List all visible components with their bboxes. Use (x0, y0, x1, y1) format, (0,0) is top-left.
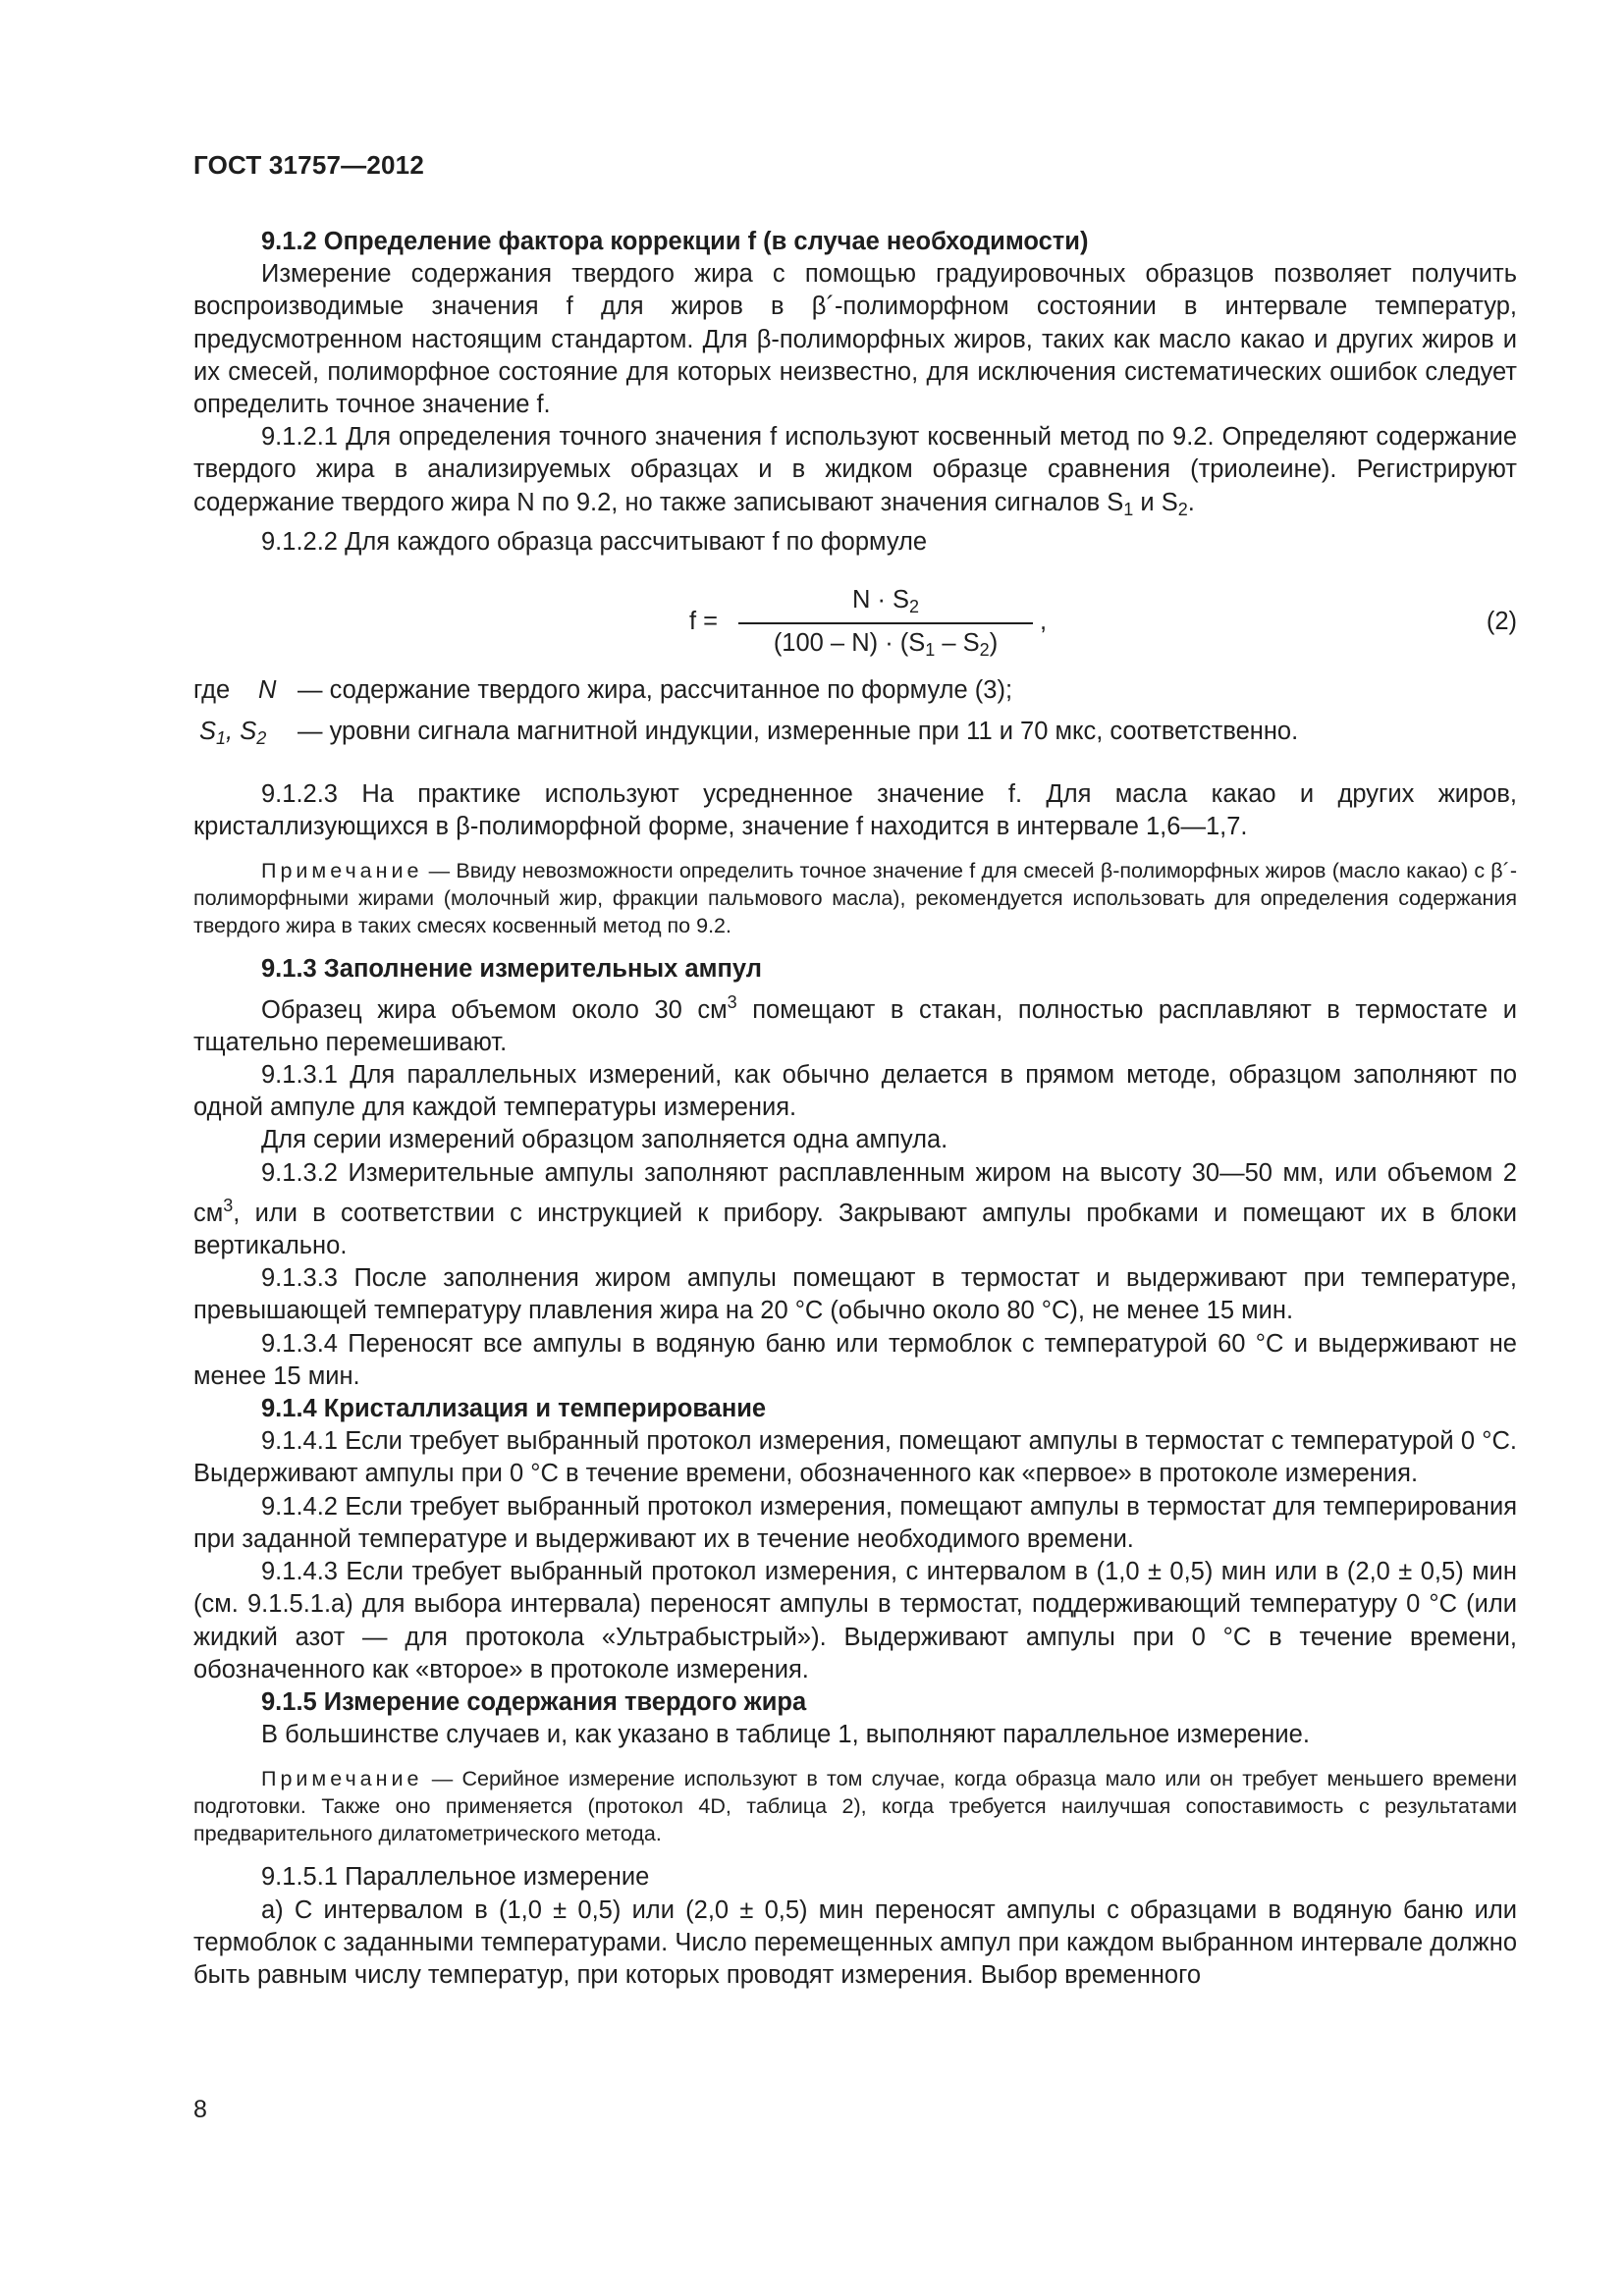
formula-number: (2) (1486, 608, 1517, 636)
fraction-bar (738, 622, 1033, 624)
text: 9.1.2.1 Для определения точного значения f используют косвенный метод по 9.2. Определяют содержание твердого жира в анализируемых образцах и в жидком образце сравнения (триолеине). Регистрируют содержание твердого жира N по 9.2, но также записывают значения сигналов S (193, 423, 1517, 516)
subscript: 2 (1177, 499, 1188, 519)
paragraph-9-1-3-2 (193, 1157, 1517, 1263)
spacer (193, 759, 1517, 778)
paragraph-9-1-4-3: 9.1.4.3 Если требует выбранный протокол измерения, с интервалом в (1,0 ± 0,5) мин или в (2,0 ± 0,5) мин (см. 9.1.5.1.а) для выбора интервала) переносят ампулы в термостат, поддерживающий температуру 0 °С (или жидкий азот — для протокола «Ультрабыстрый»). Выдерживают ампулы при 0 °С в течение времени, обозначенного как «второе» в протоколе измерения. (193, 1558, 1517, 1683)
legend-var (193, 716, 298, 755)
formula-comma: , (1040, 608, 1048, 636)
document-header: ГОСТ 31757—2012 (193, 150, 424, 180)
legend-var: N (258, 676, 277, 705)
paragraph: В большинстве случаев и, как указано в таблице 1, выполняют параллельное измерение. (261, 1721, 1310, 1749)
legend-text: — содержание твердого жира, рассчитанное по формуле (3); (298, 676, 1013, 705)
formula-denominator (738, 627, 1033, 667)
subscript: 2 (979, 640, 990, 661)
text: S (199, 718, 217, 746)
paragraph-9-1-5-1: 9.1.5.1 Параллельное измерение (261, 1863, 650, 1892)
section-9-1-4-title: 9.1.4 Кристаллизация и темперирование (261, 1395, 767, 1423)
subscript: 2 (909, 597, 920, 617)
subscript: 1 (216, 728, 227, 749)
formula-numerator (738, 584, 1033, 623)
subscript: 1 (925, 640, 936, 661)
section-9-1-2-title: 9.1.2 Определение фактора коррекции f (в случае необходимости) (261, 228, 1089, 255)
where-word: где (193, 676, 231, 705)
formula-lhs: f = (689, 608, 719, 636)
page-number: 8 (193, 2096, 207, 2123)
paragraph-item-a: а) С интервалом в (1,0 ± 0,5) или (2,0 ± 0,5) мин переносят ампулы с образцами в водяную баню или термоблок с заданными температурами. Число перемещенных ампул при каждом выбранном интервале должно быть равным числу температур, при которых проводят измерения. Выбор временного (193, 1896, 1517, 1989)
paragraph-9-1-2-3: 9.1.2.3 На практике используют усредненное значение f. Для масла какао и других жиров, кристаллизующихся в β-полиморфной форме, значение f находится в интервале 1,6—1,7. (193, 780, 1517, 841)
note-text: — Серийное измерение используют в том случае, когда образца мало или он требует меньшего времени подготовки. Также оно применяется (протокол 4D, таблица 2), когда требуется наилучшая сопоставимость с результатами предварительного дилатометрического метода. (193, 1767, 1517, 1846)
formula-2 (193, 568, 1517, 667)
note (193, 1765, 1517, 1847)
paragraph-9-1-3-3: 9.1.3.3 После заполнения жиром ампулы помещают в термостат и выдерживают при температуре, превышающей температуру плавления жира на 20 °С (обычно около 80 °С), не менее 15 мин. (193, 1264, 1517, 1325)
text: ) (989, 629, 999, 658)
paragraph-9-1-4-2: 9.1.4.2 Если требует выбранный протокол измерения, помещают ампулы в термостат для темперирования при заданной температуре и выдерживают их в течение необходимого времени. (193, 1492, 1517, 1553)
note (193, 857, 1517, 939)
legend-text: — уровни сигнала магнитной индукции, измеренные при 11 и 70 мкс, соответственно. (298, 718, 1299, 746)
subscript: 1 (1123, 499, 1134, 519)
legend-row-s (193, 716, 1298, 755)
page-content (193, 226, 1517, 1992)
superscript: 3 (223, 1195, 234, 1215)
legend-row-n (193, 674, 1012, 707)
text: и S (1133, 488, 1178, 516)
note-label: Примечание (261, 859, 423, 883)
paragraph-9-1-2-1 (193, 421, 1517, 526)
text: помещают в стакан, полностью расплавляют в термостате и тщательно перемешивают. (193, 995, 1517, 1056)
text: Образец жира объемом около 30 см (261, 995, 728, 1024)
text: – S (935, 629, 980, 658)
text: N · S (851, 586, 910, 614)
paragraph-9-1-3-1: 9.1.3.1 Для параллельных измерений, как обычно делается в прямом методе, образцом заполняют по одной ампуле для каждой температуры измерения. (193, 1061, 1517, 1122)
formula-legend (193, 674, 1517, 759)
paragraph-9-1-3-4: 9.1.3.4 Переносят все ампулы в водяную баню или термоблок с температурой 60 °С и выдерживают не менее 15 мин. (193, 1329, 1517, 1390)
paragraph (193, 987, 1517, 1059)
text: (100 – N) · (S (773, 629, 926, 658)
note-label: Примечание (261, 1767, 423, 1791)
section-9-1-5-title: 9.1.5 Измерение содержания твердого жира (261, 1687, 807, 1716)
text: . (1187, 488, 1195, 516)
text: , S (226, 718, 257, 746)
paragraph: Для серии измерений образцом заполняется одна ампула. (261, 1126, 948, 1154)
paragraph-9-1-4-1: 9.1.4.1 Если требует выбранный протокол измерения, помещают ампулы в термостат с температурой 0 °С. Выдерживают ампулы при 0 °С в течение времени, обозначенного как «первое» в протоколе измерения. (193, 1427, 1517, 1488)
note-text: — Ввиду невозможности определить точное значение f для смесей β-полиморфных жиров (масло какао) с β´-полиморфными жирами (молочный жир, фракции пальмового масла), рекомендуется использовать для определения содержания твердого жира в таких смесях косвенный метод по 9.2. (193, 859, 1517, 938)
subscript: 2 (256, 728, 267, 749)
paragraph-9-1-2-2: 9.1.2.2 Для каждого образца рассчитывают f по формуле (261, 527, 928, 556)
paragraph: Измерение содержания твердого жира с помощью градуировочных образцов позволяет получить воспроизводимые значения f для жиров в β´-полиморфном состоянии в интервале температур, предусмотренном настоящим стандартом. Для β-полиморфных жиров, таких как масло какао и других жиров и их смесей, полиморфное состояние для которых неизвестно, для исключения систематических ошибок следует определить точное значение f. (193, 260, 1517, 419)
text: 9.1.3.2 Измерительные ампулы заполняют расплавленным жиром на высоту 30—50 мм, или объемом 2 см (193, 1158, 1517, 1227)
text: , или в соответствии с инструкцией к прибору. Закрывают ампулы пробками и помещают их в блоки вертикально. (193, 1199, 1517, 1260)
section-9-1-3-title: 9.1.3 Заполнение измерительных ампул (261, 955, 762, 984)
superscript: 3 (727, 991, 737, 1012)
